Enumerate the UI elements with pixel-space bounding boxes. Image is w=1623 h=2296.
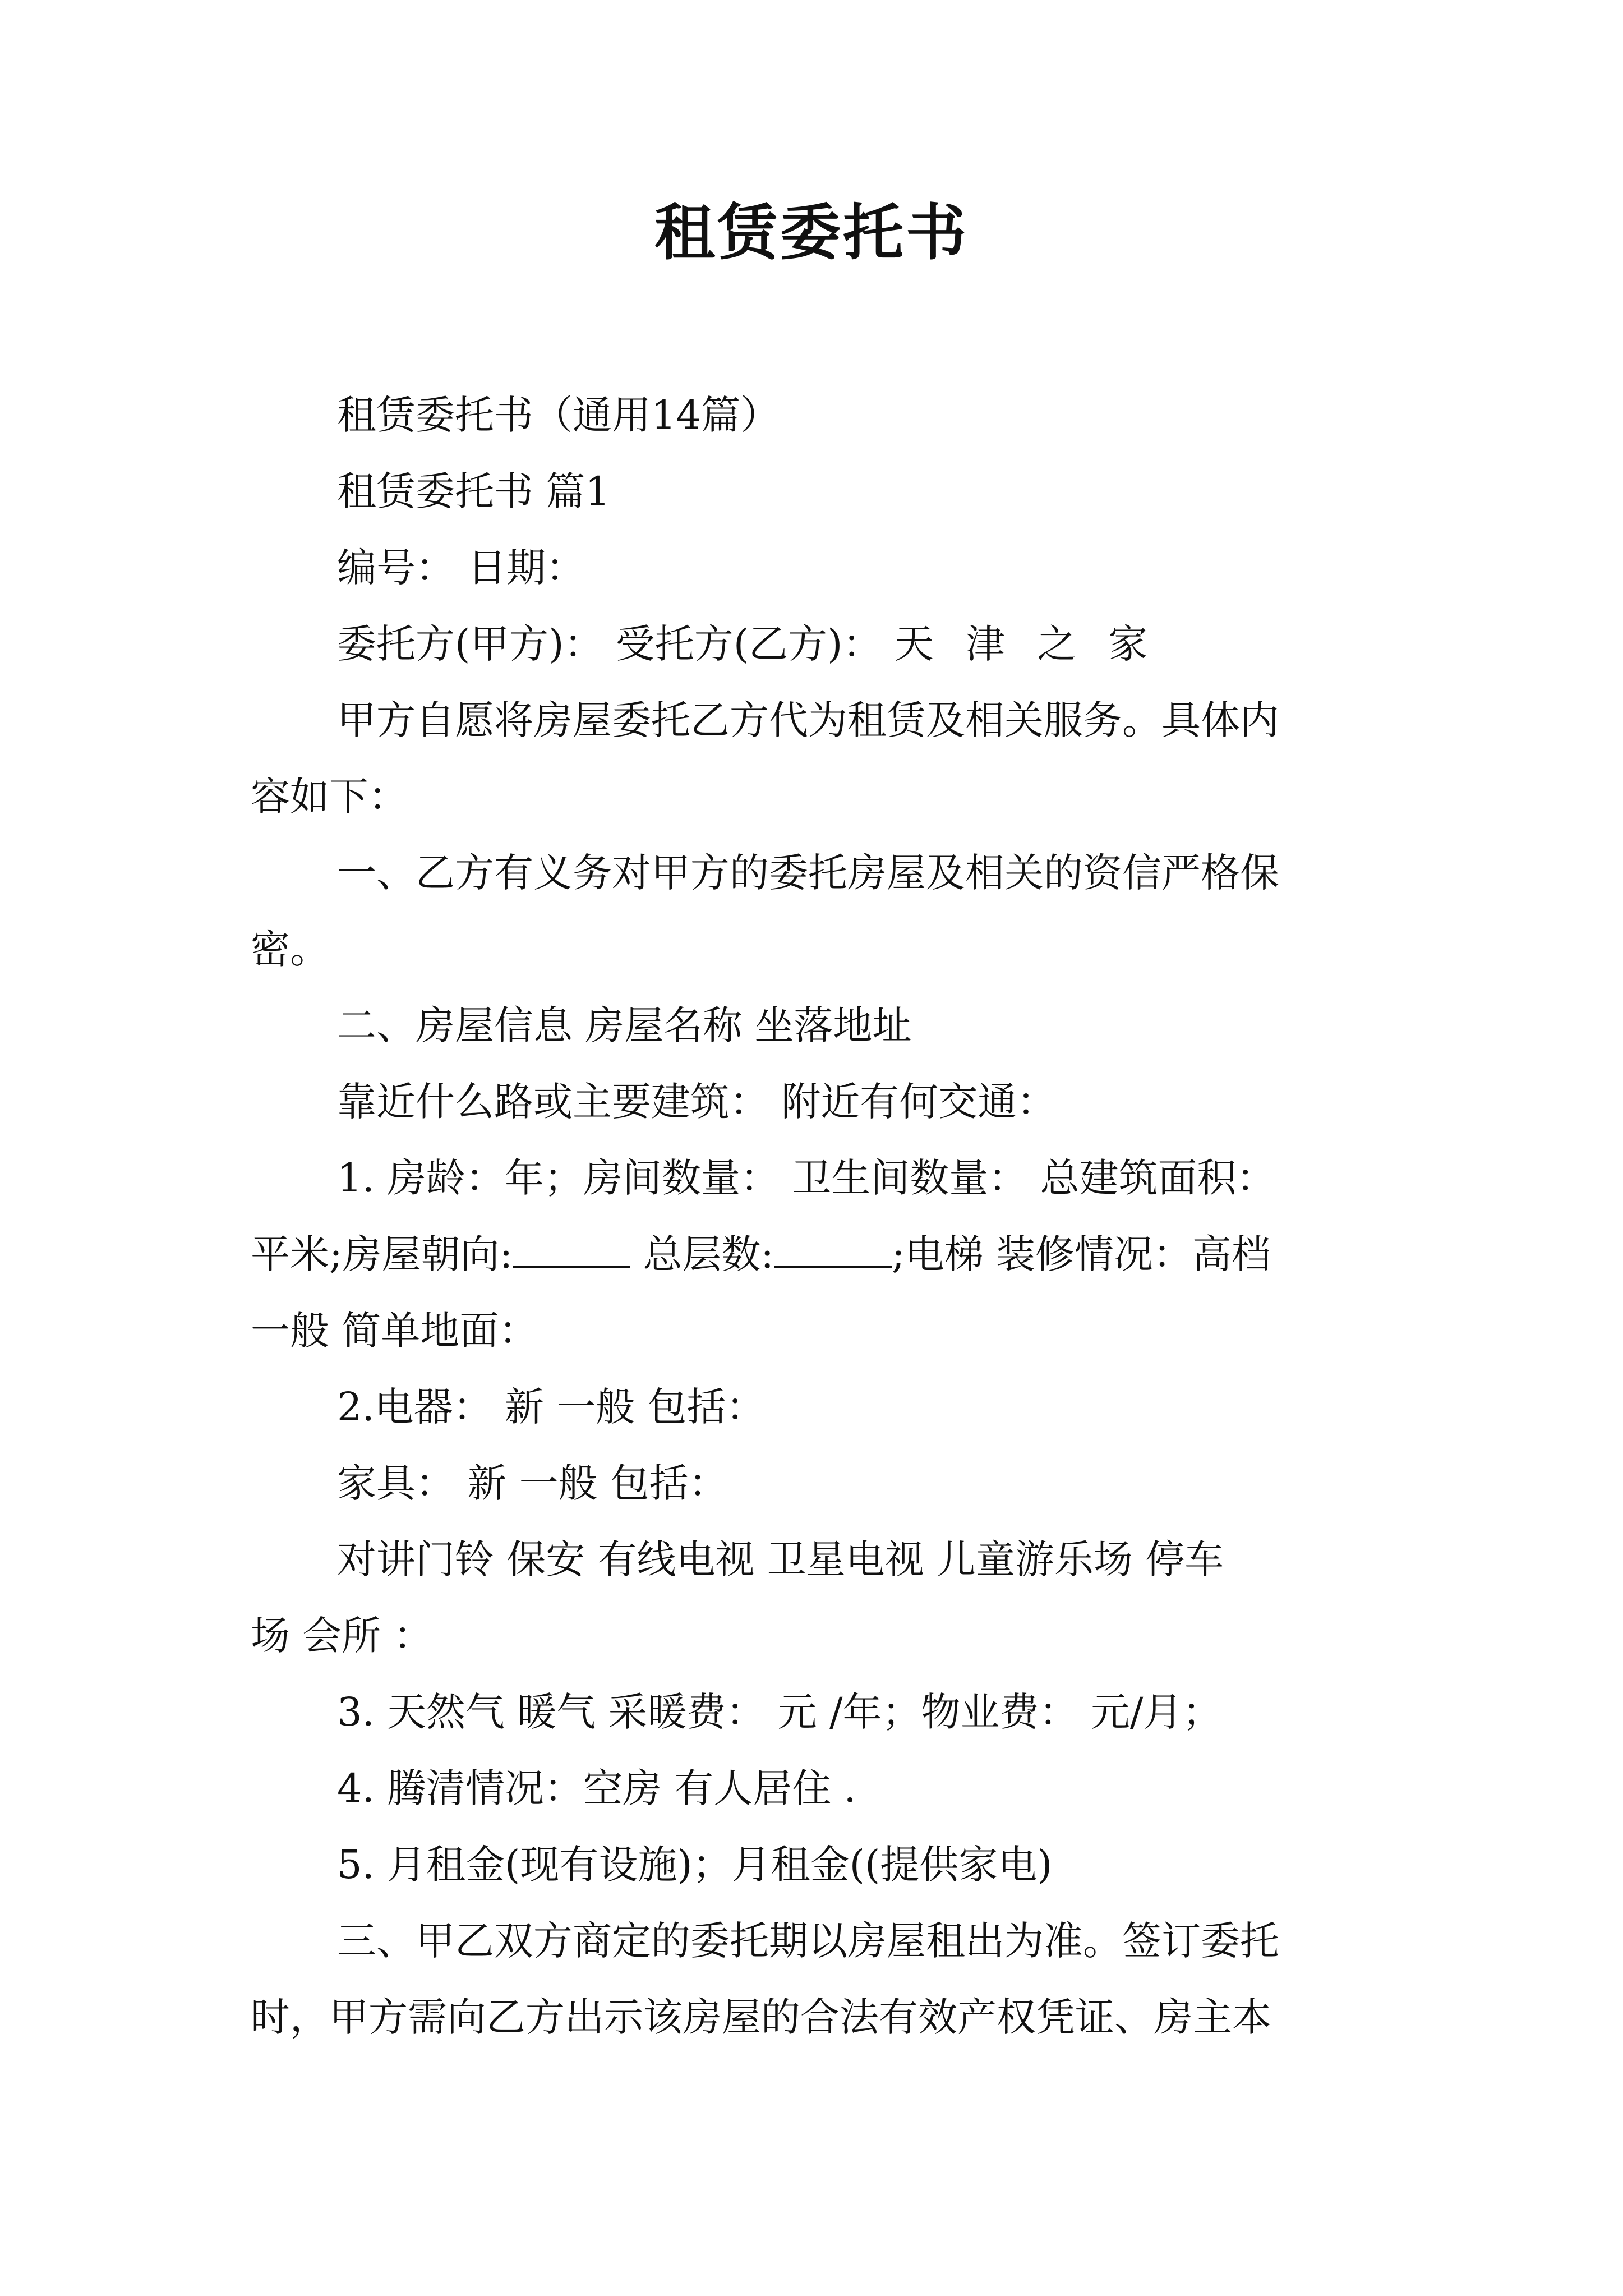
section-heading: 租赁委托书 篇1 <box>337 468 610 514</box>
number-date-line: 编号： 日期： <box>337 545 585 591</box>
paragraph-line: 2.电器： 新 一般 包括： <box>337 1384 766 1430</box>
paragraph-line: 场 会所 ： <box>251 1613 433 1659</box>
orientation-label: 平米;房屋朝向: <box>251 1231 513 1277</box>
document-title: 租赁委托书 <box>654 197 969 268</box>
paragraph-line: 容如下： <box>251 774 408 820</box>
parties-line <box>251 606 1378 682</box>
paragraph-line: 3. 天然气 暖气 采暖费： 元 /年；物业费： 元/月； <box>337 1689 1222 1735</box>
document-body <box>251 377 1378 2055</box>
paragraph-line: 一、乙方有义务对甲方的委托房屋及相关的资信严格保 <box>337 850 1279 896</box>
agent-name: 天 津 之 家 <box>894 621 1158 667</box>
paragraph-line: 一般 简单地面： <box>251 1308 538 1354</box>
subtitle-line: 租赁委托书（通用14篇） <box>337 392 780 438</box>
floors-label: 总层数: <box>643 1231 774 1277</box>
paragraph-line: 对讲门铃 保安 有线电视 卫星电视 儿童游乐场 停车 <box>337 1536 1224 1582</box>
paragraph-line: 密。 <box>251 926 329 972</box>
paragraph-line: 1. 房龄：年；房间数量： 卫生间数量： 总建筑面积： <box>337 1155 1276 1201</box>
paragraph-line: 5. 月租金(现有设施)；月租金((提供家电) <box>337 1842 1053 1888</box>
paragraph-line: 二、房屋信息 房屋名称 坐落地址 <box>337 1002 912 1048</box>
paragraph-line <box>251 1216 1378 1292</box>
paragraph-line: 家具： 新 一般 包括： <box>337 1460 728 1506</box>
paragraph-line: 4. 腾清情况：空房 有人居住 . <box>337 1765 856 1811</box>
floors-blank <box>774 1229 892 1268</box>
paragraph-line: 靠近什么路或主要建筑： 附近有何交通： <box>337 1079 1057 1125</box>
paragraph-line: 甲方自愿将房屋委托乙方代为租赁及相关服务。具体内 <box>337 697 1279 743</box>
paragraph-line: 三、甲乙双方商定的委托期以房屋租出为准。签订委托 <box>337 1918 1279 1964</box>
elevator-text: ;电梯 装修情况：高档 <box>892 1231 1271 1277</box>
parties-label: 委托方(甲方)： 受托方(乙方)： <box>337 621 882 667</box>
paragraph-line: 时，甲方需向乙方出示该房屋的合法有效产权凭证、房主本 <box>251 1994 1271 2040</box>
orientation-blank <box>513 1229 630 1268</box>
